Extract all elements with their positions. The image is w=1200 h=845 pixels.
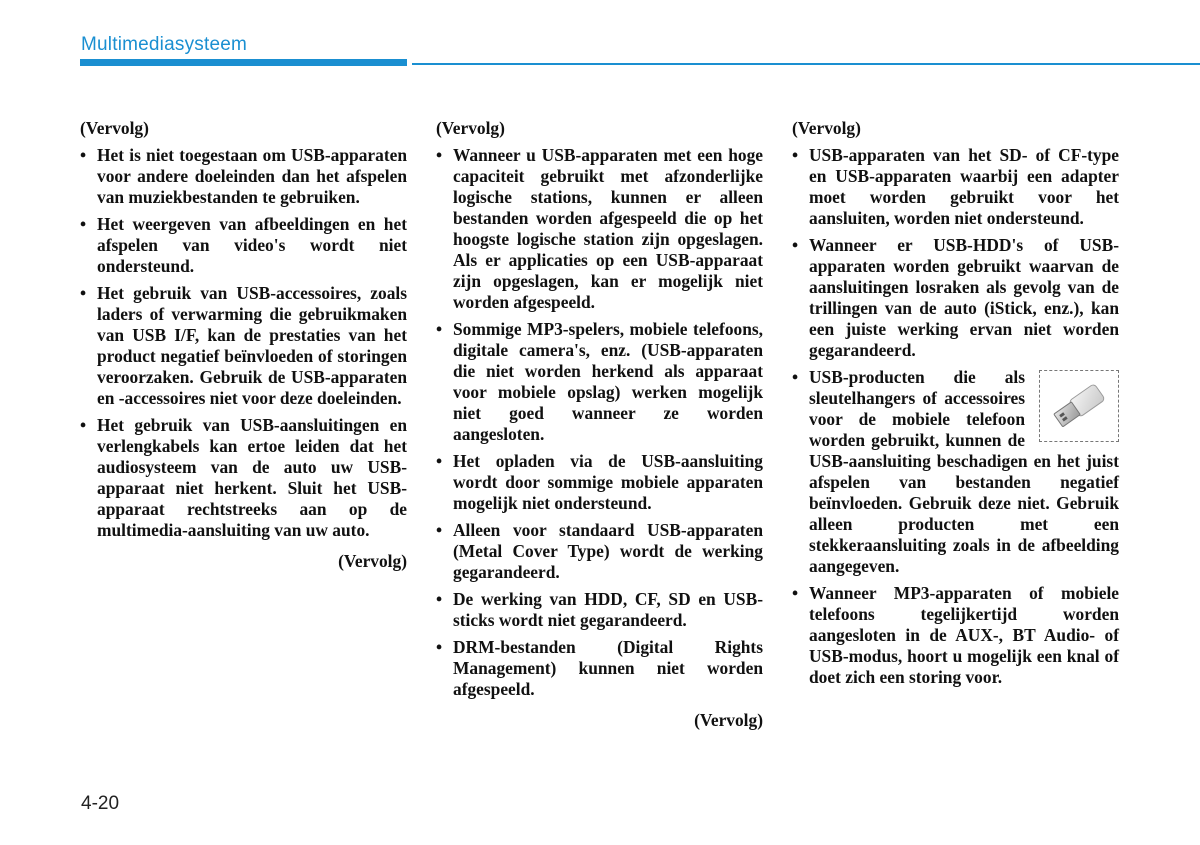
header-rule-thick	[80, 59, 407, 66]
list-item-text: Het opladen via de USB-aansluiting wordt door sommige mobiele apparaten mogelijk niet ondersteund.	[453, 451, 763, 513]
bullet-icon: •	[436, 589, 443, 609]
bullet-icon: •	[436, 520, 443, 540]
list-item-text: USB-producten die als sleutelhangers of accessoires voor de mobiele telefoon worden gebruikt, kunnen de USB-aansluiting beschadigen en het juist afspelen van bestanden negatief beïnvloeden. Gebruik deze niet. Gebruik alleen producten met een stekkeraansluiting zoals in de afbeelding aangegeven.	[809, 367, 1119, 576]
list-item	[792, 235, 1119, 361]
list-item-text: Wanneer MP3-apparaten of mobiele telefoons tegelijkertijd worden aangesloten in de AUX-, BT Audio- of USB-modus, hoort u mogelijk een knal of doet zich een storing voor.	[809, 583, 1119, 687]
list-item-text: DRM-bestanden (Digital Rights Management) kunnen niet worden afgespeeld.	[453, 637, 763, 699]
page-number: 4-20	[81, 793, 120, 814]
list-item	[436, 319, 763, 445]
list-item	[792, 145, 1119, 229]
bullet-icon: •	[80, 283, 87, 303]
list-item-text: Wanneer er USB-HDD's of USB-apparaten worden gebruikt waarvan de aansluitingen losraken als gevolg van de trillingen van de auto (iStick, enz.), kan een juiste werking ervan niet worden gegarandeerd.	[809, 235, 1119, 360]
bullet-icon: •	[436, 319, 443, 339]
list-item-text: Het is niet toegestaan om USB-apparaten voor andere doeleinden dan het afspelen van muziekbestanden te gebruiken.	[97, 145, 407, 207]
list-item	[436, 451, 763, 514]
bullet-icon: •	[80, 145, 87, 165]
bullet-icon: •	[792, 583, 799, 603]
continued-label: (Vervolg)	[792, 118, 861, 138]
list-item-text: De werking van HDD, CF, SD en USB-sticks wordt niet gegarandeerd.	[453, 589, 763, 630]
bullet-icon: •	[792, 235, 799, 255]
bullet-list	[80, 145, 407, 541]
bullet-icon: •	[80, 214, 87, 234]
bullet-icon: •	[436, 451, 443, 471]
continued-label: (Vervolg)	[80, 118, 149, 138]
bullet-icon: •	[792, 145, 799, 165]
bullet-list	[792, 145, 1119, 688]
bullet-icon: •	[80, 415, 87, 435]
list-item	[436, 145, 763, 313]
section-title: Multimediasysteem	[81, 34, 248, 55]
list-item	[80, 283, 407, 409]
continued-label: (Vervolg)	[436, 118, 505, 138]
list-item	[80, 145, 407, 208]
text-column-2	[436, 118, 763, 748]
list-item-text: Sommige MP3-spelers, mobiele telefoons, digitale camera's, enz. (USB-apparaten die niet worden herkend als apparaat voor mobiele opslag) werken mogelijk niet goed wanneer ze worden aangesloten.	[453, 319, 763, 444]
bullet-list	[436, 145, 763, 700]
usb-stick-illustration	[1039, 370, 1119, 442]
continued-label: (Vervolg)	[338, 551, 407, 571]
list-item	[436, 637, 763, 700]
list-item-text: Het gebruik van USB-aansluitingen en verlengkabels kan ertoe leiden dat het audiosysteem van de auto uw USB-apparaat niet herkent. Sluit het USB-apparaat rechtstreeks aan op de multimedia-aansluiting van uw auto.	[97, 415, 407, 540]
header-rule-thin	[412, 63, 1200, 65]
list-item-text: Het gebruik van USB-accessoires, zoals laders of verwarming die gebruikmaken van USB I/F, kan de prestaties van het product negatief beïnvloeden of storingen veroorzaken. Gebruik de USB-apparaten en -accessoires niet voor deze doeleinden.	[97, 283, 407, 408]
usb-stick-icon	[1040, 371, 1118, 441]
list-item-text: Alleen voor standaard USB-apparaten (Metal Cover Type) wordt de werking gegarandeerd.	[453, 520, 763, 582]
list-item	[80, 415, 407, 541]
list-item-text: USB-apparaten van het SD- of CF-type en USB-apparaten waarbij een adapter moet worden gebruikt voor het aansluiten, worden niet ondersteund.	[809, 145, 1119, 228]
bullet-icon: •	[436, 145, 443, 165]
continued-label: (Vervolg)	[694, 710, 763, 730]
bullet-icon: •	[436, 637, 443, 657]
list-item	[436, 520, 763, 583]
list-item	[792, 583, 1119, 688]
text-column-3	[792, 118, 1119, 694]
list-item-text: Het weergeven van afbeeldingen en het afspelen van video's wordt niet ondersteund.	[97, 214, 407, 276]
bullet-icon: •	[792, 367, 799, 387]
list-item-text: Wanneer u USB-apparaten met een hoge capaciteit gebruikt met afzonderlijke logische stations, kunnen er alleen bestanden worden afgespeeld die op het hoogste logische station zijn opgeslagen. Als er applicaties op een USB-apparaat zijn opgeslagen, kan er mogelijk niet worden afgespeeld.	[453, 145, 763, 312]
list-item	[792, 367, 1119, 577]
text-column-1	[80, 118, 407, 589]
list-item	[80, 214, 407, 277]
list-item	[436, 589, 763, 631]
